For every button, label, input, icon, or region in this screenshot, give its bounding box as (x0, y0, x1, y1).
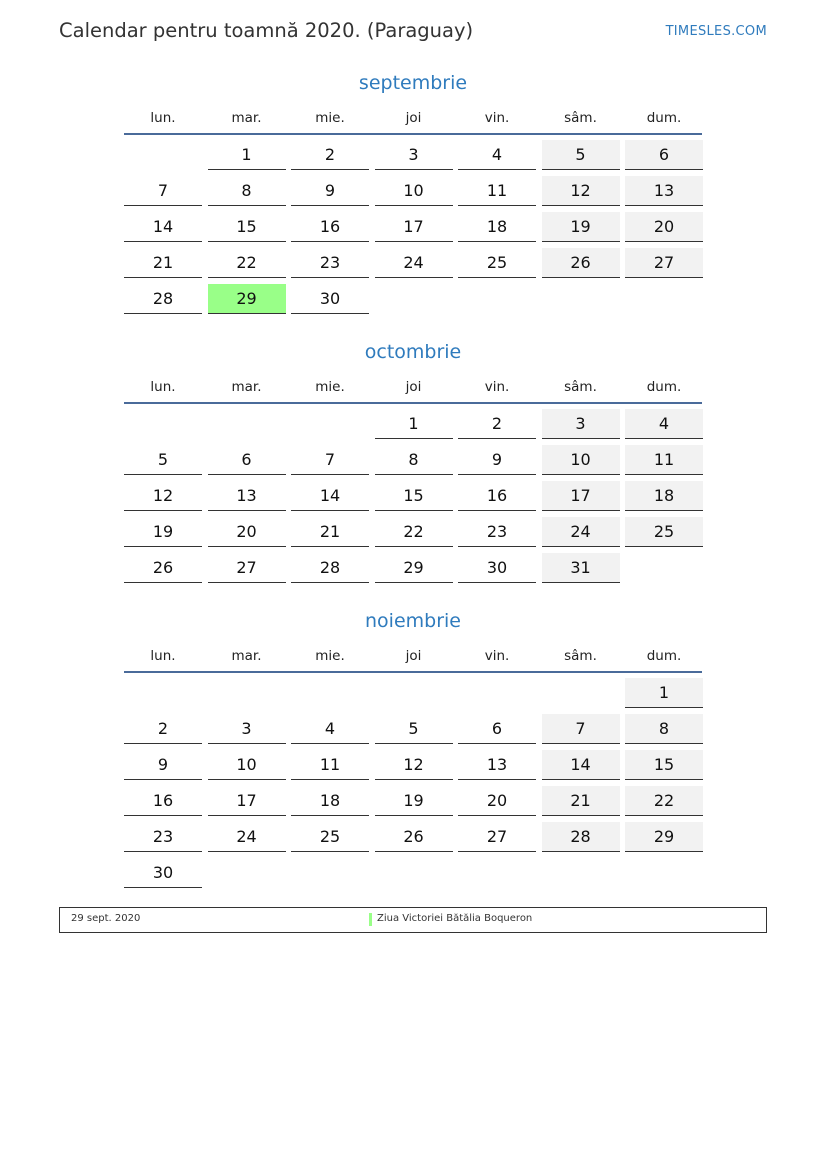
weekday-label: vin. (484, 110, 510, 126)
day-cell: 21 (291, 517, 369, 547)
day-cell: 10 (208, 750, 286, 780)
header-divider (124, 402, 702, 404)
weekday-label: joi (405, 648, 422, 664)
day-cell: 30 (124, 858, 202, 888)
weekday-label: dum. (646, 110, 682, 126)
day-cell: 11 (458, 176, 536, 206)
month-title: noiembrie (365, 610, 461, 632)
day-cell: 14 (291, 481, 369, 511)
day-cell: 24 (208, 822, 286, 852)
day-cell: 7 (542, 714, 620, 744)
day-cell: 16 (458, 481, 536, 511)
day-cell: 18 (291, 786, 369, 816)
day-cell: 8 (208, 176, 286, 206)
day-cell: 7 (291, 445, 369, 475)
day-cell: 25 (625, 517, 703, 547)
day-cell: 22 (625, 786, 703, 816)
weekday-label: mie. (315, 110, 345, 126)
day-cell: 26 (375, 822, 453, 852)
day-cell: 13 (625, 176, 703, 206)
day-cell: 1 (375, 409, 453, 439)
weekday-label: lun. (150, 379, 176, 395)
day-cell: 17 (208, 786, 286, 816)
day-cell: 23 (458, 517, 536, 547)
day-cell: 3 (375, 140, 453, 170)
holiday-legend (59, 907, 767, 933)
day-cell: 4 (458, 140, 536, 170)
day-cell: 6 (625, 140, 703, 170)
day-cell: 20 (625, 212, 703, 242)
day-cell: 4 (625, 409, 703, 439)
day-cell: 28 (542, 822, 620, 852)
weekday-label: lun. (150, 648, 176, 664)
day-cell: 19 (375, 786, 453, 816)
header-divider (124, 671, 702, 673)
weekday-label: joi (405, 379, 422, 395)
day-cell: 19 (124, 517, 202, 547)
day-cell: 4 (291, 714, 369, 744)
month-title: octombrie (364, 341, 462, 363)
weekday-label: mar. (231, 648, 262, 664)
day-cell: 9 (124, 750, 202, 780)
day-cell: 20 (208, 517, 286, 547)
day-cell: 8 (625, 714, 703, 744)
day-cell: 2 (291, 140, 369, 170)
day-cell: 3 (208, 714, 286, 744)
day-cell: 14 (542, 750, 620, 780)
weekday-header (124, 379, 702, 399)
day-cell: 16 (291, 212, 369, 242)
day-cell: 27 (625, 248, 703, 278)
day-cell: 9 (291, 176, 369, 206)
page-title: Calendar pentru toamnă 2020. (Paraguay) (59, 19, 474, 42)
day-cell: 2 (458, 409, 536, 439)
day-cell: 27 (458, 822, 536, 852)
day-cell: 15 (375, 481, 453, 511)
day-cell: 18 (625, 481, 703, 511)
day-cell: 15 (208, 212, 286, 242)
day-cell: 19 (542, 212, 620, 242)
day-cell: 26 (124, 553, 202, 583)
weekday-label: sâm. (564, 110, 597, 126)
weekday-label: sâm. (564, 379, 597, 395)
day-cell: 13 (208, 481, 286, 511)
weekday-label: mar. (231, 110, 262, 126)
day-cell: 10 (375, 176, 453, 206)
day-cell: 22 (208, 248, 286, 278)
weekday-header (124, 110, 702, 130)
day-cell: 31 (542, 553, 620, 583)
day-cell: 18 (458, 212, 536, 242)
day-cell: 6 (458, 714, 536, 744)
day-cell: 7 (124, 176, 202, 206)
day-cell: 15 (625, 750, 703, 780)
weekday-header (124, 648, 702, 668)
day-cell: 26 (542, 248, 620, 278)
day-cell: 30 (458, 553, 536, 583)
day-cell: 3 (542, 409, 620, 439)
day-cell: 12 (124, 481, 202, 511)
day-cell: 21 (542, 786, 620, 816)
day-cell: 12 (375, 750, 453, 780)
day-cell: 10 (542, 445, 620, 475)
day-cell: 14 (124, 212, 202, 242)
weekday-label: sâm. (564, 648, 597, 664)
day-cell: 16 (124, 786, 202, 816)
day-cell: 25 (458, 248, 536, 278)
day-cell: 24 (542, 517, 620, 547)
weekday-label: dum. (646, 379, 682, 395)
legend-color-mark (369, 913, 372, 926)
day-cell: 23 (291, 248, 369, 278)
weekday-label: lun. (150, 110, 176, 126)
day-cell: 29 (625, 822, 703, 852)
month-title: septembrie (358, 72, 468, 94)
legend-holiday-name: Ziua Victoriei Bătălia Boqueron (377, 913, 533, 924)
day-cell: 24 (375, 248, 453, 278)
day-cell: 1 (208, 140, 286, 170)
day-cell: 30 (291, 284, 369, 314)
weekday-label: vin. (484, 379, 510, 395)
legend-date: 29 sept. 2020 (71, 913, 141, 924)
day-cell: 17 (375, 212, 453, 242)
day-cell: 8 (375, 445, 453, 475)
day-cell: 5 (124, 445, 202, 475)
day-cell: 20 (458, 786, 536, 816)
day-cell: 11 (625, 445, 703, 475)
day-cell: 28 (124, 284, 202, 314)
day-cell: 23 (124, 822, 202, 852)
day-cell: 13 (458, 750, 536, 780)
day-cell: 9 (458, 445, 536, 475)
day-cell: 11 (291, 750, 369, 780)
weekday-label: vin. (484, 648, 510, 664)
site-link[interactable]: TIMESLES.COM (665, 24, 767, 39)
weekday-label: mar. (231, 379, 262, 395)
day-cell: 2 (124, 714, 202, 744)
header-divider (124, 133, 702, 135)
day-cell: 5 (375, 714, 453, 744)
weekday-label: mie. (315, 379, 345, 395)
day-cell: 12 (542, 176, 620, 206)
day-cell: 21 (124, 248, 202, 278)
day-cell: 6 (208, 445, 286, 475)
day-cell: 28 (291, 553, 369, 583)
day-cell: 1 (625, 678, 703, 708)
day-cell: 29 (375, 553, 453, 583)
weekday-label: dum. (646, 648, 682, 664)
weekday-label: mie. (315, 648, 345, 664)
day-cell: 5 (542, 140, 620, 170)
weekday-label: joi (405, 110, 422, 126)
day-cell: 27 (208, 553, 286, 583)
day-cell: 22 (375, 517, 453, 547)
holiday-day-cell: 29 (208, 284, 286, 314)
day-cell: 25 (291, 822, 369, 852)
day-cell: 17 (542, 481, 620, 511)
